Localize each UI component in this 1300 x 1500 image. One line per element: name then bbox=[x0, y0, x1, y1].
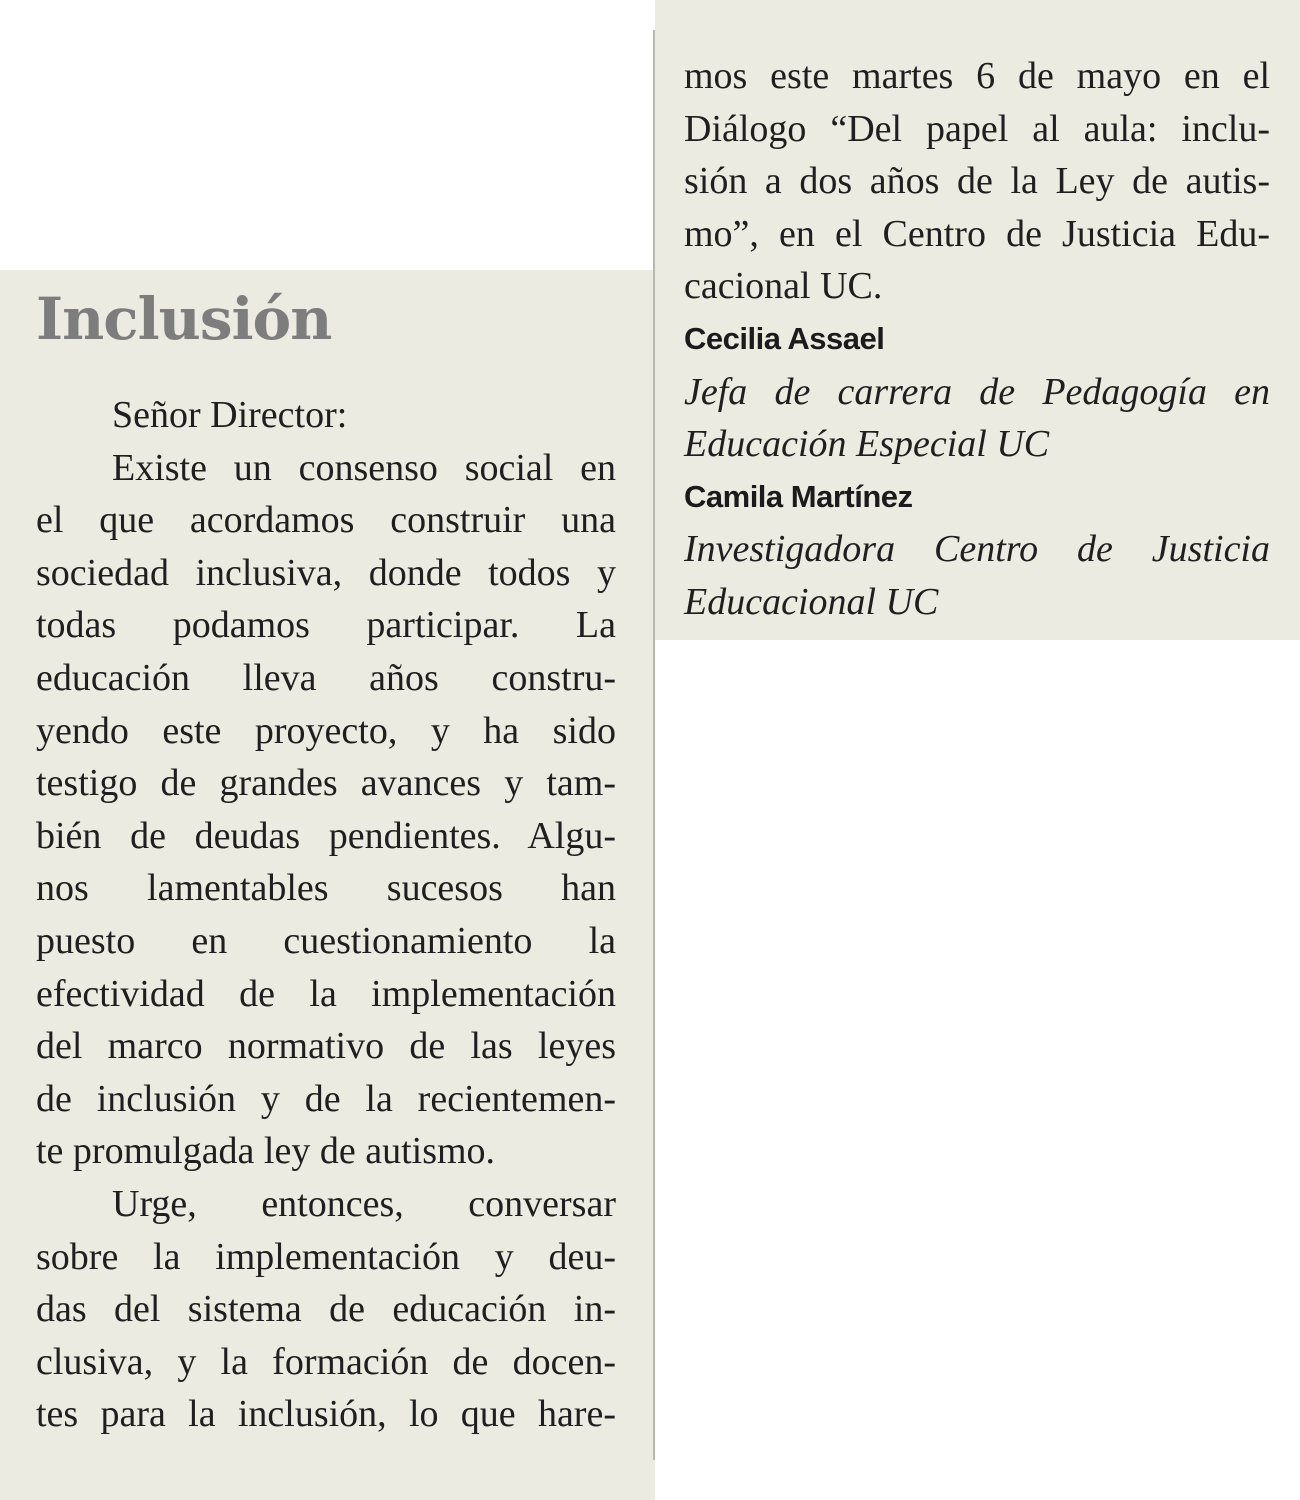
body-line: nos lamentables sucesos han bbox=[36, 867, 616, 910]
column-divider bbox=[653, 30, 655, 1460]
body-line: el que acordamos construir una bbox=[36, 499, 616, 542]
salutation: Señor Director: bbox=[112, 394, 348, 436]
body-line: de inclusión y de la recientemen- bbox=[36, 1077, 616, 1120]
body-line: tes para la inclusión, lo que hare- bbox=[36, 1393, 616, 1436]
body-line: Diálogo “Del papel al aula: inclu- bbox=[684, 107, 1270, 150]
body-line: Existe un consenso social en bbox=[112, 446, 616, 489]
body-line: bién de deudas pendientes. Algu- bbox=[36, 814, 616, 857]
body-line: clusiva, y la formación de docen- bbox=[36, 1340, 616, 1383]
body-line: yendo este proyecto, y ha sido bbox=[36, 709, 616, 752]
signatory-role: Jefa de carrera de Pedagogía en bbox=[684, 370, 1270, 413]
body-line: te promulgada ley de autismo. bbox=[36, 1130, 496, 1173]
signatory-role: Investigadora Centro de Justicia bbox=[684, 528, 1270, 571]
body-line: del marco normativo de las leyes bbox=[36, 1025, 616, 1068]
body-line: educación lleva años constru- bbox=[36, 656, 616, 699]
letter-body-left-column bbox=[36, 389, 616, 1441]
signatory-name: Camila Martínez bbox=[684, 478, 913, 514]
signatory-role: Educacional UC bbox=[684, 580, 939, 623]
body-line: Urge, entonces, conversar bbox=[112, 1182, 616, 1225]
letter-title: Inclusión bbox=[36, 285, 332, 353]
body-line: efectividad de la implementación bbox=[36, 972, 616, 1015]
body-line: sociedad inclusiva, donde todos y bbox=[36, 551, 616, 594]
body-line: mos este martes 6 de mayo en el bbox=[684, 55, 1270, 97]
body-line: sobre la implementación y deu- bbox=[36, 1235, 616, 1278]
body-line: puesto en cuestionamiento la bbox=[36, 919, 616, 962]
letter-body-right-column bbox=[684, 50, 1270, 629]
body-line: testigo de grandes avances y tam- bbox=[36, 762, 616, 805]
body-line: das del sistema de educación in- bbox=[36, 1288, 616, 1331]
signatory-name: Cecilia Assael bbox=[684, 320, 885, 356]
body-line: mo”, en el Centro de Justicia Edu- bbox=[684, 212, 1270, 255]
body-line: todas podamos participar. La bbox=[36, 604, 616, 647]
signatory-role: Educación Especial UC bbox=[684, 423, 1050, 466]
body-line: sión a dos años de la Ley de autis- bbox=[684, 160, 1270, 203]
body-line: cacional UC. bbox=[684, 265, 883, 308]
